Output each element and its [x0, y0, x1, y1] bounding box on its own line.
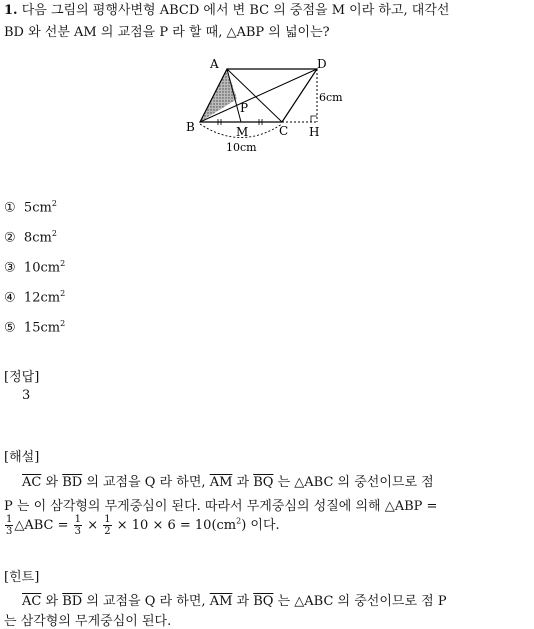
explanation-line-1	[22, 471, 434, 490]
option-5-value: 15cm	[23, 320, 61, 336]
option-5-mark: ⑤	[4, 320, 16, 336]
option-2-value: 8cm	[23, 230, 52, 246]
option-4-mark: ④	[4, 290, 16, 306]
hint-tail-1: 는 △ABC 의 중선이므로 점 P	[277, 594, 447, 609]
label-base: 10cm	[226, 141, 257, 154]
right-angle-mark	[311, 116, 317, 122]
option-5-sup: 2	[60, 319, 66, 328]
question-line-1	[4, 0, 449, 21]
explanation-line-2: P 는 이 삼각형의 무게중심이 된다. 따라서 무게중심의 성질에 의해 △ABP =	[4, 499, 438, 514]
hint-seg-ac: $\overline{AC}$	[22, 594, 42, 609]
hint-mid-1: 의 교점을 Q 라 하면,	[86, 594, 206, 609]
exp-and-1: 와	[45, 475, 59, 490]
explanation-heading: [해설]	[4, 450, 40, 465]
option-3[interactable]	[4, 259, 65, 275]
fraction-3-den: 2	[104, 526, 111, 537]
label-b: B	[186, 120, 195, 134]
hint-and-1: 와	[45, 594, 59, 609]
fraction-2-num: 1	[74, 514, 82, 525]
question-number: 1.	[4, 3, 18, 18]
label-m: M	[236, 125, 249, 139]
hint-and-2: 과	[236, 594, 250, 609]
label-a: A	[210, 57, 219, 71]
label-d: D	[317, 57, 327, 71]
option-3-sup: 2	[60, 259, 66, 268]
option-2-sup: 2	[51, 229, 57, 238]
parallelogram-figure	[180, 55, 350, 155]
exp-tail-1: 는 △ABC 의 중선이므로 점	[277, 475, 434, 490]
option-4[interactable]	[4, 289, 65, 305]
hint-seg-am: $\overline{AM}$	[209, 594, 233, 609]
option-1-mark: ①	[4, 200, 16, 216]
fraction-1-den: 3	[6, 526, 13, 537]
question-text-1: 다음 그림의 평행사변형 ABCD 에서 변 BC 의 중점을 M 이라 하고, 대각선	[21, 3, 450, 18]
option-1-value: 5cm	[23, 200, 52, 216]
explanation-line-3	[4, 514, 280, 537]
answer-heading: [정답]	[4, 370, 40, 385]
label-h: H	[309, 125, 320, 139]
hint-line-2: 는 삼각형의 무게중심이 된다.	[4, 614, 172, 629]
fraction-1-num: 1	[6, 514, 13, 525]
fraction-2-den: 3	[74, 526, 82, 537]
hint-seg-bq: $\overline{BQ}$	[253, 594, 274, 609]
fraction-3-num: 1	[104, 514, 111, 525]
hint-heading: [힌트]	[4, 570, 40, 585]
option-2-mark: ②	[4, 230, 16, 246]
option-2[interactable]	[4, 229, 57, 245]
seg-bd: $\overline{BD}$	[62, 475, 83, 490]
question-text-2: BD 와 선분 AM 의 교점을 P 라 할 때, △ABP 의 넓이는?	[4, 25, 330, 40]
fraction-2	[74, 514, 82, 537]
seg-ac: $\overline{AC}$	[22, 475, 42, 490]
option-3-mark: ③	[4, 260, 16, 276]
hint-seg-bd: $\overline{BD}$	[62, 594, 83, 609]
option-4-sup: 2	[60, 289, 66, 298]
option-3-value: 10cm	[23, 260, 61, 276]
label-height: 6cm	[319, 91, 343, 104]
option-1-sup: 2	[51, 199, 57, 208]
fraction-1	[5, 514, 13, 537]
question-line-2	[4, 22, 330, 43]
option-1[interactable]	[4, 199, 57, 215]
exp-tail-3-sup: 2	[236, 516, 242, 526]
exp-tail-3b: ) 이다.	[241, 518, 280, 533]
exp-mid-1: 의 교점을 Q 라 하면,	[86, 475, 206, 490]
seg-am: $\overline{AM}$	[209, 475, 233, 490]
exp-tail-3a: × 10 × 6 = 10(cm	[116, 518, 237, 533]
label-p: P	[240, 101, 249, 115]
label-c: C	[279, 124, 289, 138]
option-4-value: 12cm	[23, 290, 61, 306]
exp-and-2: 과	[236, 475, 250, 490]
hint-line-1	[22, 590, 447, 609]
option-5[interactable]	[4, 319, 65, 335]
exp-mid-3: △ABC =	[14, 518, 69, 533]
exp-times: ×	[87, 518, 99, 533]
seg-bq: $\overline{BQ}$	[253, 475, 274, 490]
answer-value: 3	[22, 388, 31, 403]
fraction-3	[103, 514, 111, 537]
